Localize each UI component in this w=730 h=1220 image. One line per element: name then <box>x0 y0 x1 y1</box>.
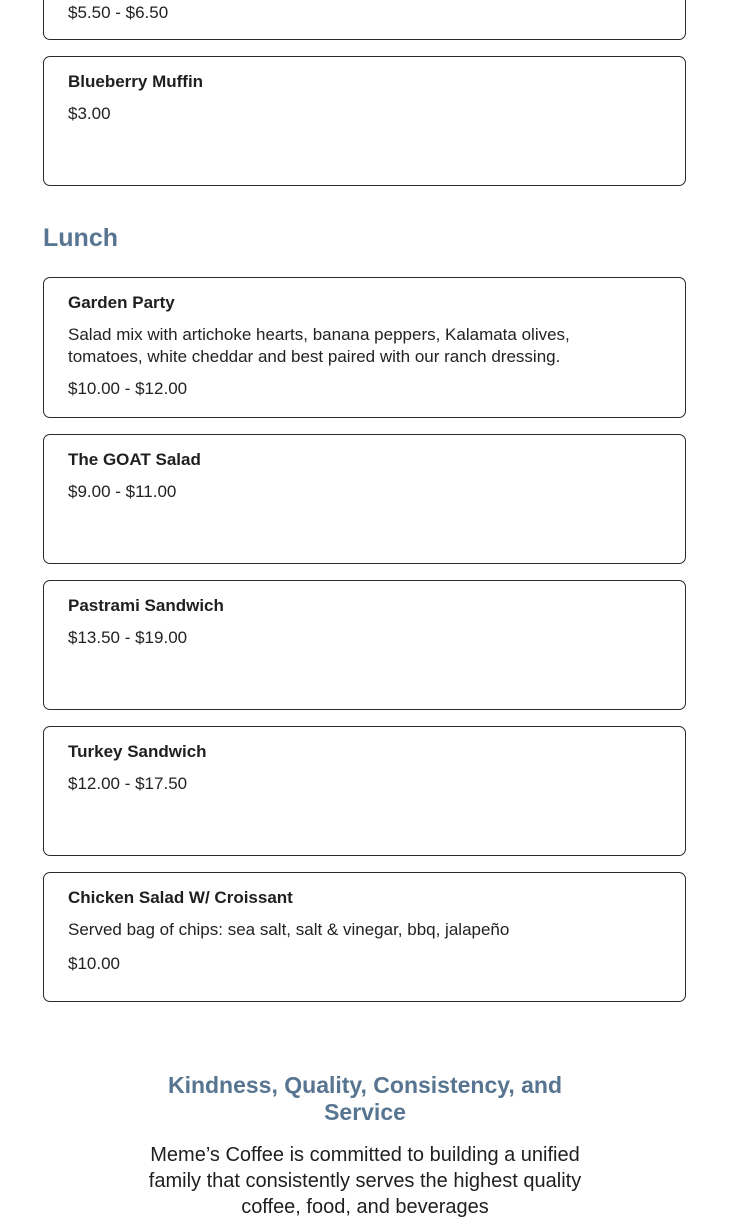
menu-item-price: $10.00 - $12.00 <box>68 379 188 398</box>
menu-item-price: $3.00 <box>68 104 111 123</box>
menu-item-card <box>43 56 686 186</box>
menu-item-price: $13.50 - $19.00 <box>68 628 188 647</box>
menu-item-price: $10.00 <box>68 954 120 973</box>
menu-item-name: Chicken Salad W/ Croissant <box>68 888 293 907</box>
menu-item-description: Salad mix with artichoke hearts, banana peppers, Kalamata olives, tomatoes, white cheddar and best paired with our ranch dressing. <box>68 325 570 366</box>
menu-item-card <box>43 726 686 856</box>
section-heading-lunch: Lunch <box>43 224 118 252</box>
menu-item-price: $9.00 - $11.00 <box>68 482 177 501</box>
menu-item-name: Garden Party <box>68 293 175 312</box>
menu-item-name: The GOAT Salad <box>68 450 201 469</box>
menu-item-name: Blueberry Muffin <box>68 72 204 91</box>
menu-item-price: $5.50 - $6.50 <box>68 3 169 22</box>
menu-item-card <box>43 872 686 1002</box>
menu-item-name: Turkey Sandwich <box>68 742 207 761</box>
menu-item-name: Pastrami Sandwich <box>68 596 224 615</box>
menu-item-card <box>43 580 686 710</box>
menu-item-price: $12.00 - $17.50 <box>68 774 188 793</box>
mission-text: Meme’s Coffee is committed to building a unified family that consistently serves the highest quality coffee, food, and beverages <box>148 1144 582 1218</box>
mission-title: Kindness, Quality, Consistency, and Service <box>167 1072 563 1125</box>
menu-item-description: Served bag of chips: sea salt, salt & vinegar, bbq, jalapeño <box>68 920 510 939</box>
menu-item-card <box>43 434 686 564</box>
menu-item-card <box>43 0 686 40</box>
menu-item-card <box>43 277 686 418</box>
